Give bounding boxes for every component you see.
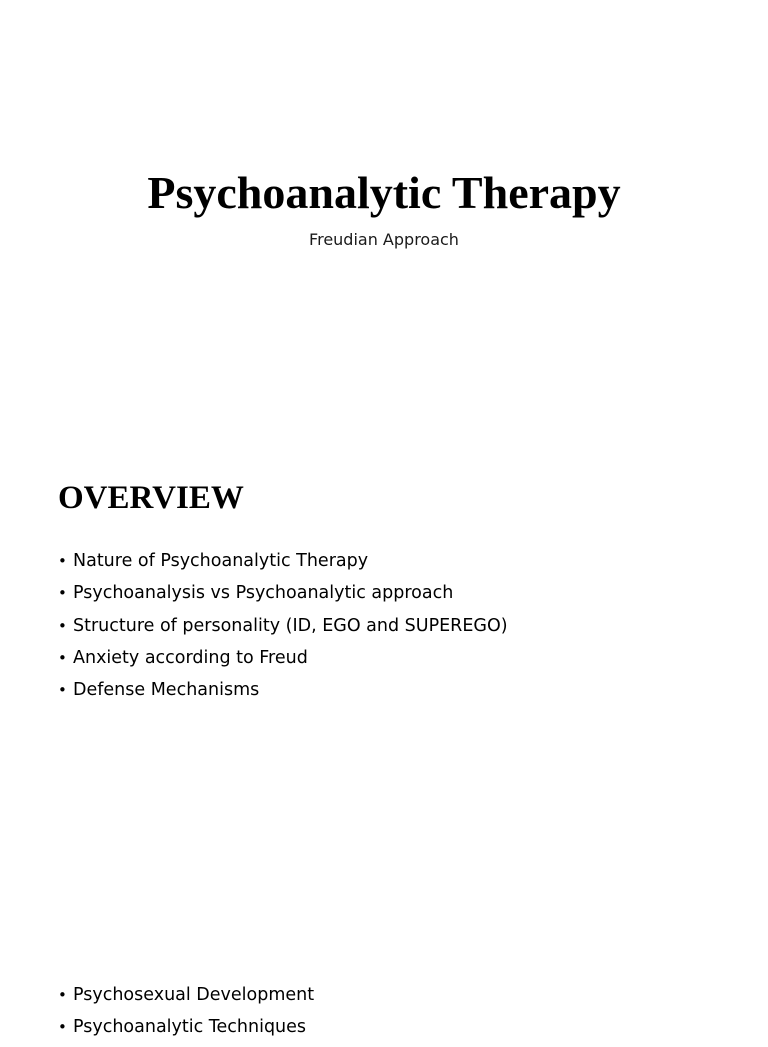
bullet-icon: • bbox=[58, 552, 67, 570]
list-item bbox=[58, 982, 314, 1014]
overview-heading: OVERVIEW bbox=[58, 480, 244, 516]
bullet-text: Structure of personality (ID, EGO and SUPEREGO) bbox=[73, 615, 508, 636]
list-item bbox=[58, 645, 508, 677]
bullet-text: Psychoanalysis vs Psychoanalytic approach bbox=[73, 583, 454, 604]
bullet-text: Psychoanalytic Techniques bbox=[73, 1017, 307, 1038]
bullet-icon: • bbox=[58, 986, 67, 1004]
list-item bbox=[58, 613, 508, 645]
overview-bullet-list bbox=[58, 548, 508, 709]
slide-subtitle: Freudian Approach bbox=[309, 230, 459, 249]
bullet-text: Nature of Psychoanalytic Therapy bbox=[73, 551, 369, 571]
continued-bullet-list bbox=[58, 982, 314, 1047]
bullet-text: Anxiety according to Freud bbox=[73, 647, 308, 668]
list-item bbox=[58, 580, 508, 612]
list-item bbox=[58, 548, 508, 580]
title-slide bbox=[0, 0, 768, 384]
bullet-icon: • bbox=[58, 1018, 67, 1037]
bullet-text: Psychosexual Development bbox=[73, 985, 315, 1005]
bullet-icon: • bbox=[58, 648, 67, 667]
list-item bbox=[58, 1014, 314, 1046]
bullet-icon: • bbox=[58, 616, 67, 635]
list-item bbox=[58, 677, 508, 709]
continued-slide bbox=[0, 864, 768, 1038]
bullet-icon: • bbox=[58, 681, 67, 700]
bullet-text: Defense Mechanisms bbox=[73, 680, 260, 701]
bullet-icon: • bbox=[58, 584, 67, 603]
overview-slide bbox=[0, 432, 768, 816]
slide-title: Psychoanalytic Therapy bbox=[147, 167, 621, 218]
